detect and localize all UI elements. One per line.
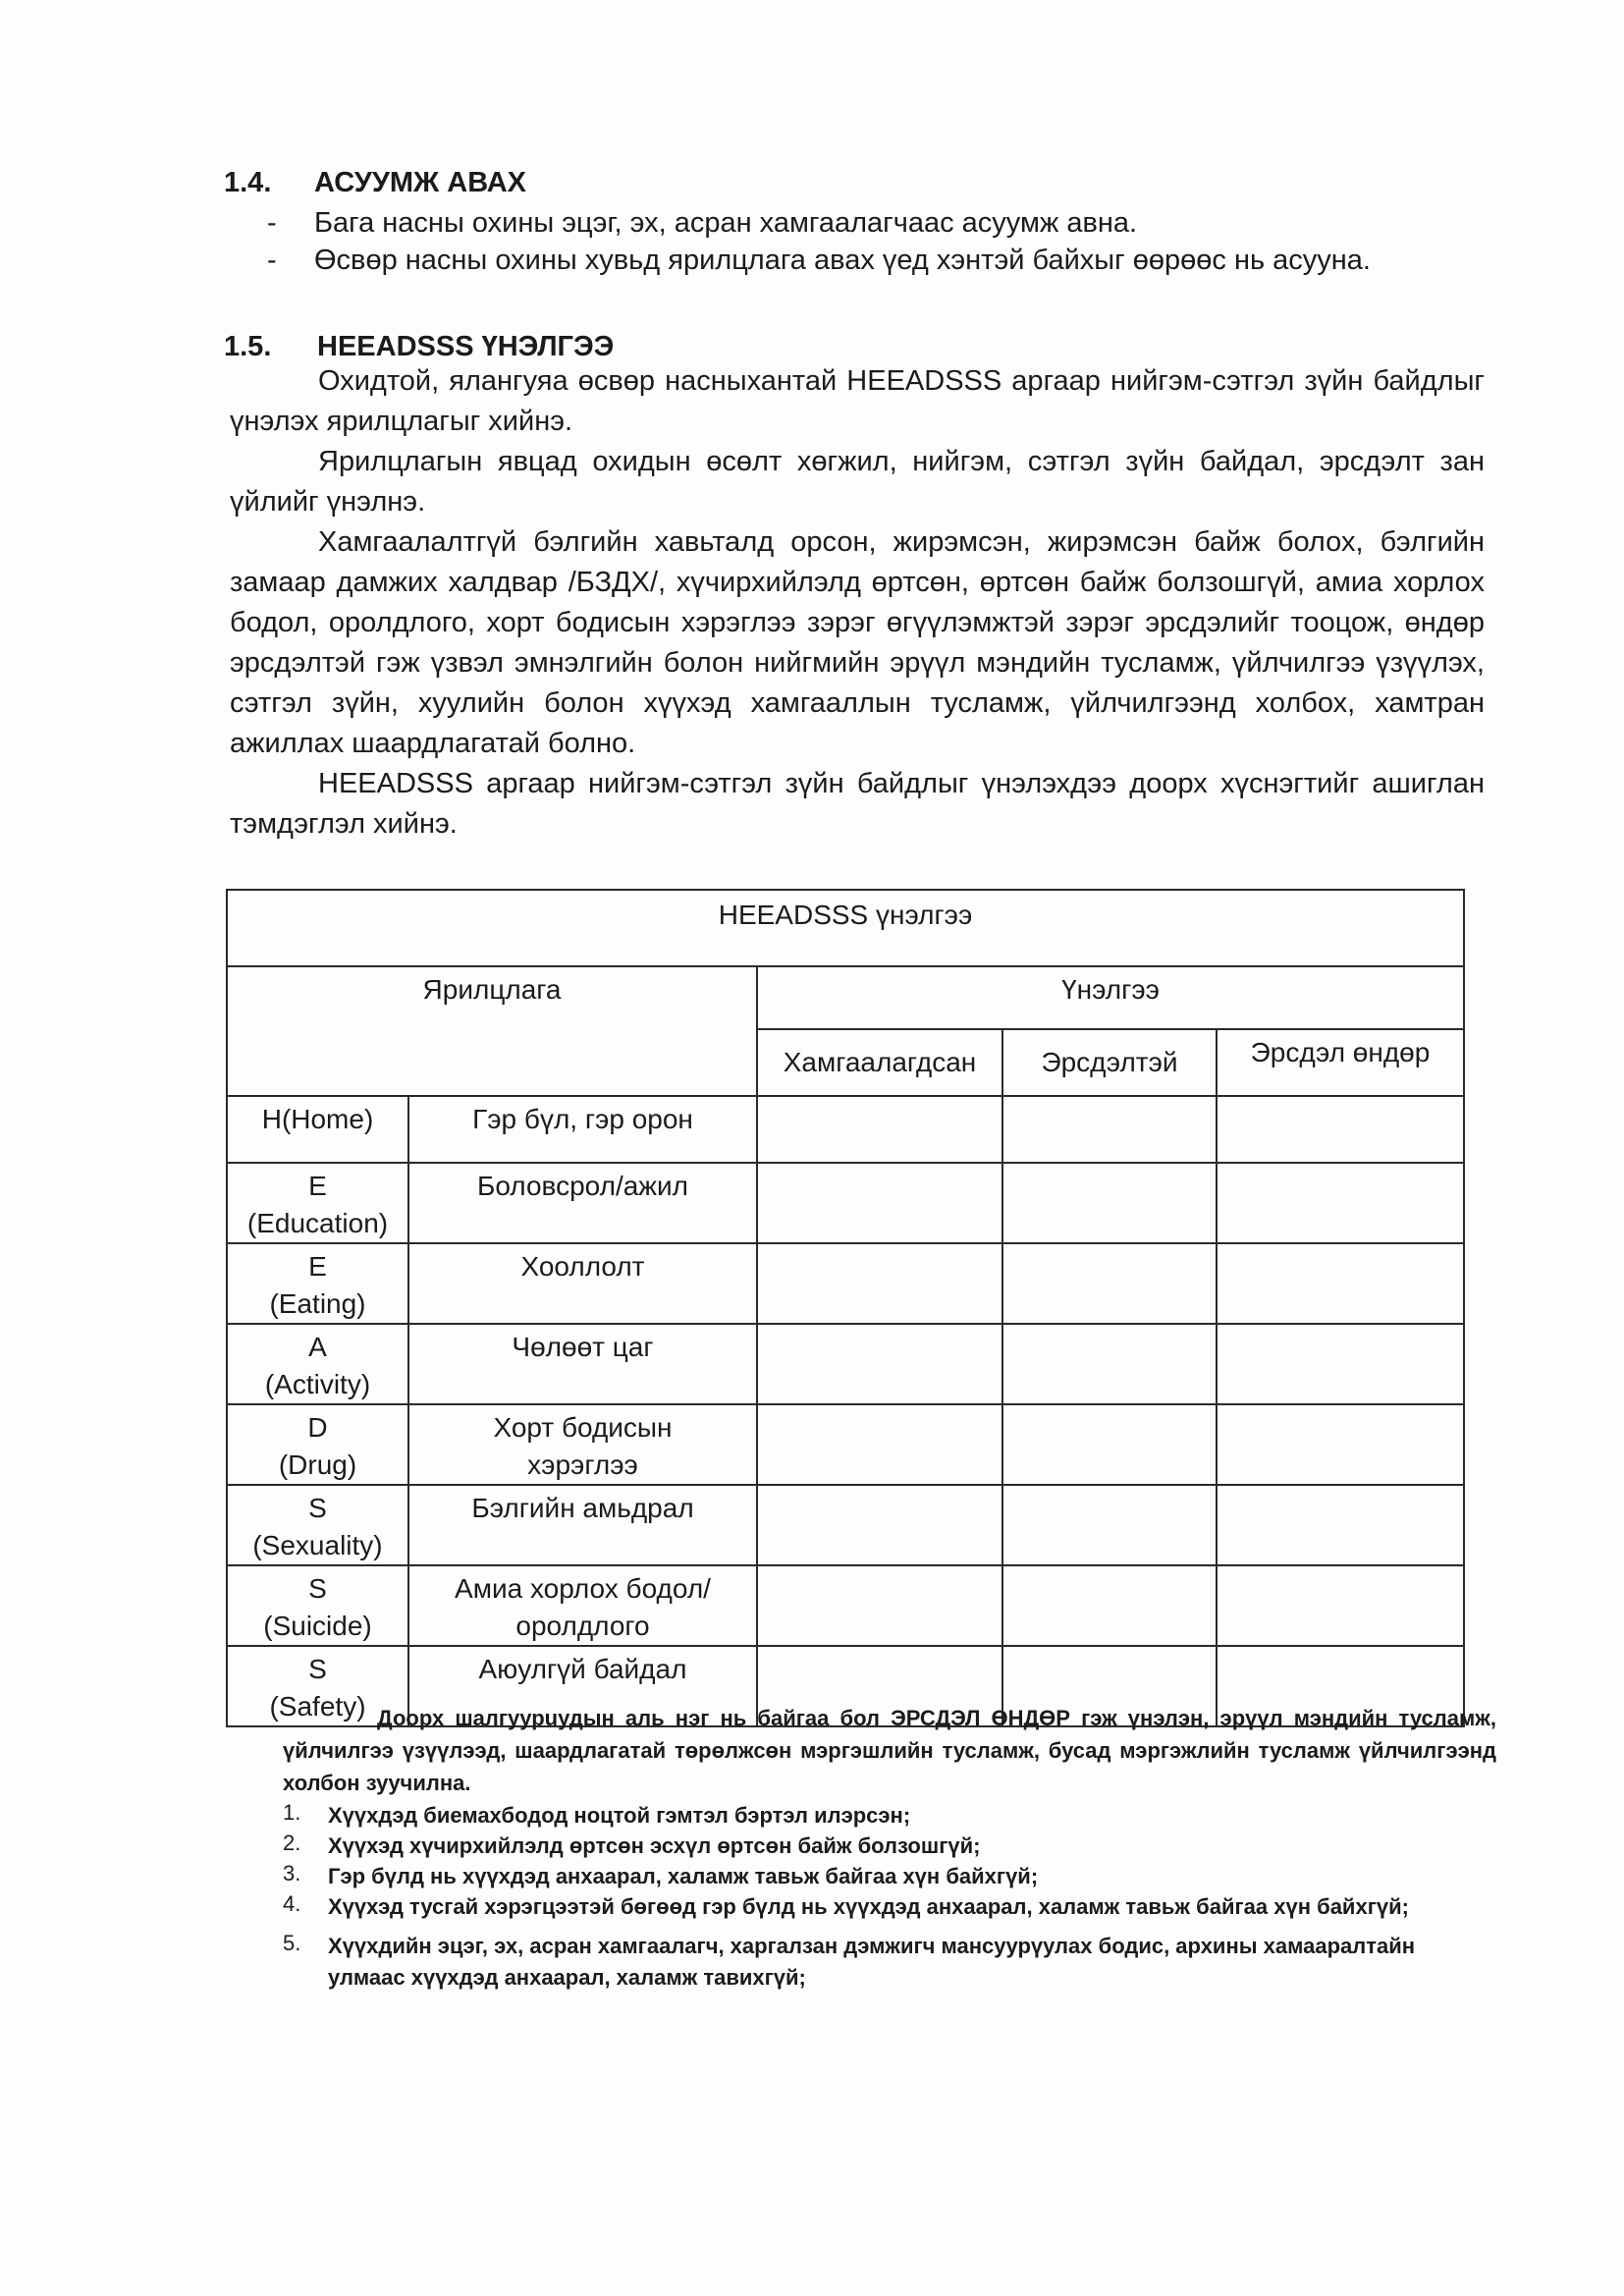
at-risk-cell[interactable]: [1002, 1565, 1217, 1646]
row-code: E (Education): [227, 1163, 408, 1243]
row-code: S (Safety): [227, 1646, 408, 1726]
row-topic: Хооллолт: [408, 1243, 757, 1324]
high-risk-cell[interactable]: [1217, 1324, 1464, 1404]
table-row: [227, 1404, 1464, 1485]
protected-cell[interactable]: [757, 1163, 1002, 1243]
table-row: [227, 1485, 1464, 1565]
protected-cell[interactable]: [757, 1243, 1002, 1324]
high-risk-cell[interactable]: [1217, 1485, 1464, 1565]
table-row: [227, 1243, 1464, 1324]
high-risk-note: Доорх шалгуурuудын аль нэг нь байгаа бол ЭРСДЭЛ ӨНДӨР гэж үнэлэн, эрүүл мэндийн тусламж, үйлчилгээ үзүүлээд, шаардлагатай төрөлжсөн мэргэшлийн тусламж, бусад мэргэжлийн тусламж үйлчилгээнд холбон зуучилна.: [283, 1706, 1496, 1795]
item-text: Хүүхэд тусгай хэрэгцээтэй бөгөөд гэр бүлд нь хүүхдэд анхаарал, халамж тавьж байгаа хүн байхгүй;: [328, 1894, 1409, 1919]
paragraph: Ярилцлагын явцад охидын өсөлт хөгжил, нийгэм, сэтгэл зүйн байдал, эрсдэлт зан үйлийг үнэлнэ.: [230, 446, 1485, 518]
row-topic: Боловсрол/ажил: [408, 1163, 757, 1243]
row-topic: Гэр бүл, гэр орон: [408, 1096, 757, 1163]
row-topic: Хорт бодисын хэрэглээ: [408, 1404, 757, 1485]
row-topic: Чөлөөт цаг: [408, 1324, 757, 1404]
high-risk-cell[interactable]: [1217, 1096, 1464, 1163]
dash-bullet-icon: -: [267, 207, 277, 239]
column-header-protected: Хамгаалагдсан: [757, 1029, 1002, 1096]
item-text: Гэр бүлд нь хүүхдэд анхаарал, халамж тавьж байгаа хүн байхгүй;: [328, 1864, 1039, 1888]
protected-cell[interactable]: [757, 1096, 1002, 1163]
protected-cell[interactable]: [757, 1565, 1002, 1646]
protected-cell[interactable]: [757, 1324, 1002, 1404]
item-number: 5.: [283, 1931, 301, 1955]
column-header-at-risk: Эрсдэлтэй: [1002, 1029, 1217, 1096]
high-risk-cell[interactable]: [1217, 1163, 1464, 1243]
table-row: [227, 1565, 1464, 1646]
section-number: 1.5.: [224, 331, 272, 362]
at-risk-cell[interactable]: [1002, 1324, 1217, 1404]
dash-bullet-icon: -: [267, 245, 277, 276]
row-code: E (Eating): [227, 1243, 408, 1324]
at-risk-cell[interactable]: [1002, 1404, 1217, 1485]
item-number: 1.: [283, 1800, 301, 1825]
paragraph: HEEADSSS аргаар нийгэм-сэтгэл зүйн байдлыг үнэлэхдээ доорх хүснэгтийг ашиглан тэмдэглэл хийнэ.: [230, 768, 1485, 840]
section-title: АСУУМЖ АВАХ: [314, 167, 527, 198]
at-risk-cell[interactable]: [1002, 1163, 1217, 1243]
protected-cell[interactable]: [757, 1404, 1002, 1485]
paragraph: Хамгаалалтгүй бэлгийн хавьталд орсон, жирэмсэн, жирэмсэн байж болох, бэлгийн замаар дамжих халдвар /БЗДХ/, хүчирхийлэлд өртсөн, өртсөн байж болзошгүй, амиа хорлох бодол, оролдлого, хорт бодисын хэрэглээ зэрэг өгүүлэмжтэй зэрэг эрсдэлийг тооцож, өндөр эрсдэлтэй гэж үзвэл эмнэлгийн болон нийгмийн эрүүл мэндийн тусламж, үйлчилгээ үзүүлэх, сэтгэл зүйн, хуулийн болон хүүхэд хамгааллын тусламж, үйлчилгээнд холбох, хамтран ажиллах шаардлагатай болно.: [230, 526, 1485, 759]
high-risk-cell[interactable]: [1217, 1243, 1464, 1324]
row-code: S (Suicide): [227, 1565, 408, 1646]
section-title: HEEADSSS ҮНЭЛГЭЭ: [317, 331, 615, 362]
interview-header: Ярилцлага: [227, 966, 757, 1096]
item-number: 4.: [283, 1891, 301, 1916]
at-risk-cell[interactable]: [1002, 1243, 1217, 1324]
table-row: [227, 1163, 1464, 1243]
high-risk-cell[interactable]: [1217, 1404, 1464, 1485]
section-number: 1.4.: [224, 167, 272, 198]
row-code: D (Drug): [227, 1404, 408, 1485]
high-risk-cell[interactable]: [1217, 1565, 1464, 1646]
item-text: Хүүхдийн эцэг, эх, асран хамгаалагч, харгалзан дэмжигч мансуурүулах бодис, архины хамааралтайн улмаас хүүхдэд анхаарал, халамж тавихгүй;: [328, 1934, 1416, 1990]
row-topic: Бэлгийн амьдрал: [408, 1485, 757, 1565]
at-risk-cell[interactable]: [1002, 1096, 1217, 1163]
item-text: Хүүхэд хүчирхийлэлд өртсөн эсхүл өртсөн байж болзошгүй;: [328, 1833, 981, 1858]
bullet-text: Бага насны охины эцэг, эх, асран хамгаалагчаас асуумж авна.: [314, 207, 1138, 239]
table-row: [227, 1324, 1464, 1404]
heeadsss-table: [226, 889, 1465, 1727]
item-text: Хүүхдэд биемахбодод ноцтой гэмтэл бэртэл илэрсэн;: [328, 1803, 911, 1828]
table-row: [227, 1096, 1464, 1163]
row-code: S (Sexuality): [227, 1485, 408, 1565]
item-number: 2.: [283, 1831, 301, 1855]
table-title: HEEADSSS үнэлгээ: [227, 890, 1464, 966]
bullet-text: Өсвөр насны охины хувьд ярилцлага авах үед хэнтэй байхыг өөрөөс нь асууна.: [314, 245, 1371, 276]
column-header-high-risk: Эрсдэл өндөр: [1217, 1029, 1464, 1096]
protected-cell[interactable]: [757, 1485, 1002, 1565]
assessment-header: Үнэлгээ: [757, 966, 1464, 1029]
item-number: 3.: [283, 1861, 301, 1886]
at-risk-cell[interactable]: [1002, 1485, 1217, 1565]
row-code: H(Home): [227, 1096, 408, 1163]
row-topic: Аюулгүй байдал: [408, 1646, 757, 1726]
row-code: A (Activity): [227, 1324, 408, 1404]
row-topic: Амиа хорлох бодол/ оролдлого: [408, 1565, 757, 1646]
paragraph: Охидтой, ялангуяа өсвөр насныхантай HEEADSSS аргаар нийгэм-сэтгэл зүйн байдлыг үнэлэх ярилцлагыг хийнэ.: [230, 365, 1485, 437]
